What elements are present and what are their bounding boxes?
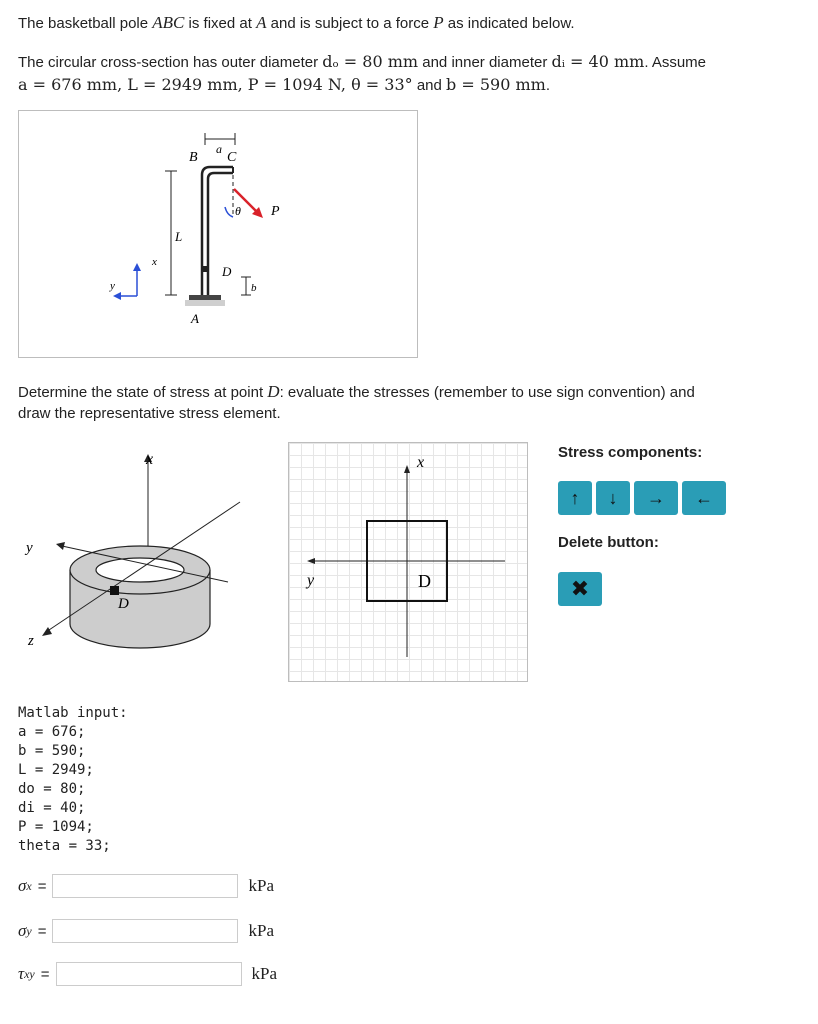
grid-axis-y-arrowhead [307,558,315,564]
problem-line-1: The basketball pole ABC is fixed at A and is subject to a force P as indicated below. [18,13,575,32]
stress-components-toolbar [558,481,726,515]
stress-element-svg [289,443,527,681]
arrow-down-icon: ↓ [608,487,618,508]
delete-title: Delete button: [558,534,659,551]
theta-arc [225,207,233,217]
answer-symbol: σ [18,921,27,940]
unit-label: kPa [248,921,274,940]
label-D: D [222,264,232,279]
pole-base [189,295,221,300]
cyl-label-D: D [118,596,129,612]
matlab-line: do = 80; [18,781,86,797]
ground [185,300,225,306]
cyl-label-x: x [146,451,154,468]
answer-subscript: xy [24,966,35,981]
problem-line-2: The circular cross-section has outer diameter dₒ = 80 mm and inner diameter dᵢ = 40 mm. Assume [18,52,707,71]
answer-subscript: y [26,923,32,938]
cyl-axis-z-arrowhead [42,627,52,636]
equals-sign: = [37,922,47,940]
equals-sign: = [40,965,50,983]
cylinder-diagram [18,442,280,667]
label-P: P [271,204,280,219]
answer-row-sigma-x [18,874,274,898]
matlab-line: P = 1094; [18,819,94,835]
sigma-y-input[interactable] [52,919,238,943]
equals-sign: = [37,877,47,895]
arrow-left-icon: ← [695,487,713,508]
unit-label: kPa [251,964,278,983]
grid-label-y: y [307,572,315,589]
label-B: B [189,150,198,165]
matlab-line: a = 676; [18,724,86,740]
arrow-up-button[interactable] [558,481,592,515]
axis-x-arrowhead [133,263,141,271]
matlab-code [18,723,111,856]
cyl-axis-y-arrowhead [56,542,65,550]
label-axis-x: x [152,256,157,268]
arrow-right-button[interactable] [634,481,678,515]
arrow-right-icon: → [647,487,665,508]
arrow-down-button[interactable] [596,481,630,515]
pole-diagram-svg [19,111,417,357]
arrow-left-button[interactable] [682,481,726,515]
label-b: b [251,282,257,294]
label-a: a [216,142,222,156]
answer-symbol: τ [18,964,25,983]
close-icon: ✖ [570,576,590,601]
cyl-point-D [110,586,119,595]
matlab-line: di = 40; [18,800,86,816]
matlab-header: Matlab input: [18,705,128,721]
arrow-up-icon: ↑ [570,487,580,508]
sigma-x-input[interactable] [52,874,238,898]
label-C: C [227,150,237,165]
pole-diagram [18,110,418,358]
axis-y-arrowhead [113,292,121,300]
delete-button[interactable] [558,572,602,606]
grid-axis-x-arrowhead [404,465,410,473]
matlab-line: b = 590; [18,743,86,759]
answer-symbol: σ [18,876,27,895]
point-D-marker [203,266,207,272]
label-theta: θ [235,204,241,218]
answer-row-sigma-y [18,919,274,943]
matlab-line: theta = 33; [18,838,111,854]
cyl-label-z: z [28,633,34,649]
stress-element-label-D: D [418,571,431,591]
answer-row-tau-xy [18,962,277,986]
label-axis-y: y [110,280,115,292]
tau-xy-input[interactable] [56,962,242,986]
stress-components-title: Stress components: [558,444,703,461]
determine-line-2: draw the representative stress element. [18,405,281,422]
problem-line-3: a = 676 mm, L = 2949 mm, P = 1094 N, θ = 33° and b = 590 mm. [18,75,550,94]
unit-label: kPa [248,876,274,895]
grid-label-x: x [417,454,425,471]
label-L: L [175,229,183,244]
cyl-label-y: y [26,540,33,556]
determine-line-1: Determine the state of stress at point D: evaluate the stresses (remember to use sign convention) and [18,382,695,401]
label-A: A [191,311,199,326]
stress-element-canvas[interactable] [288,442,528,682]
answer-subscript: x [26,878,32,893]
matlab-line: L = 2949; [18,762,94,778]
